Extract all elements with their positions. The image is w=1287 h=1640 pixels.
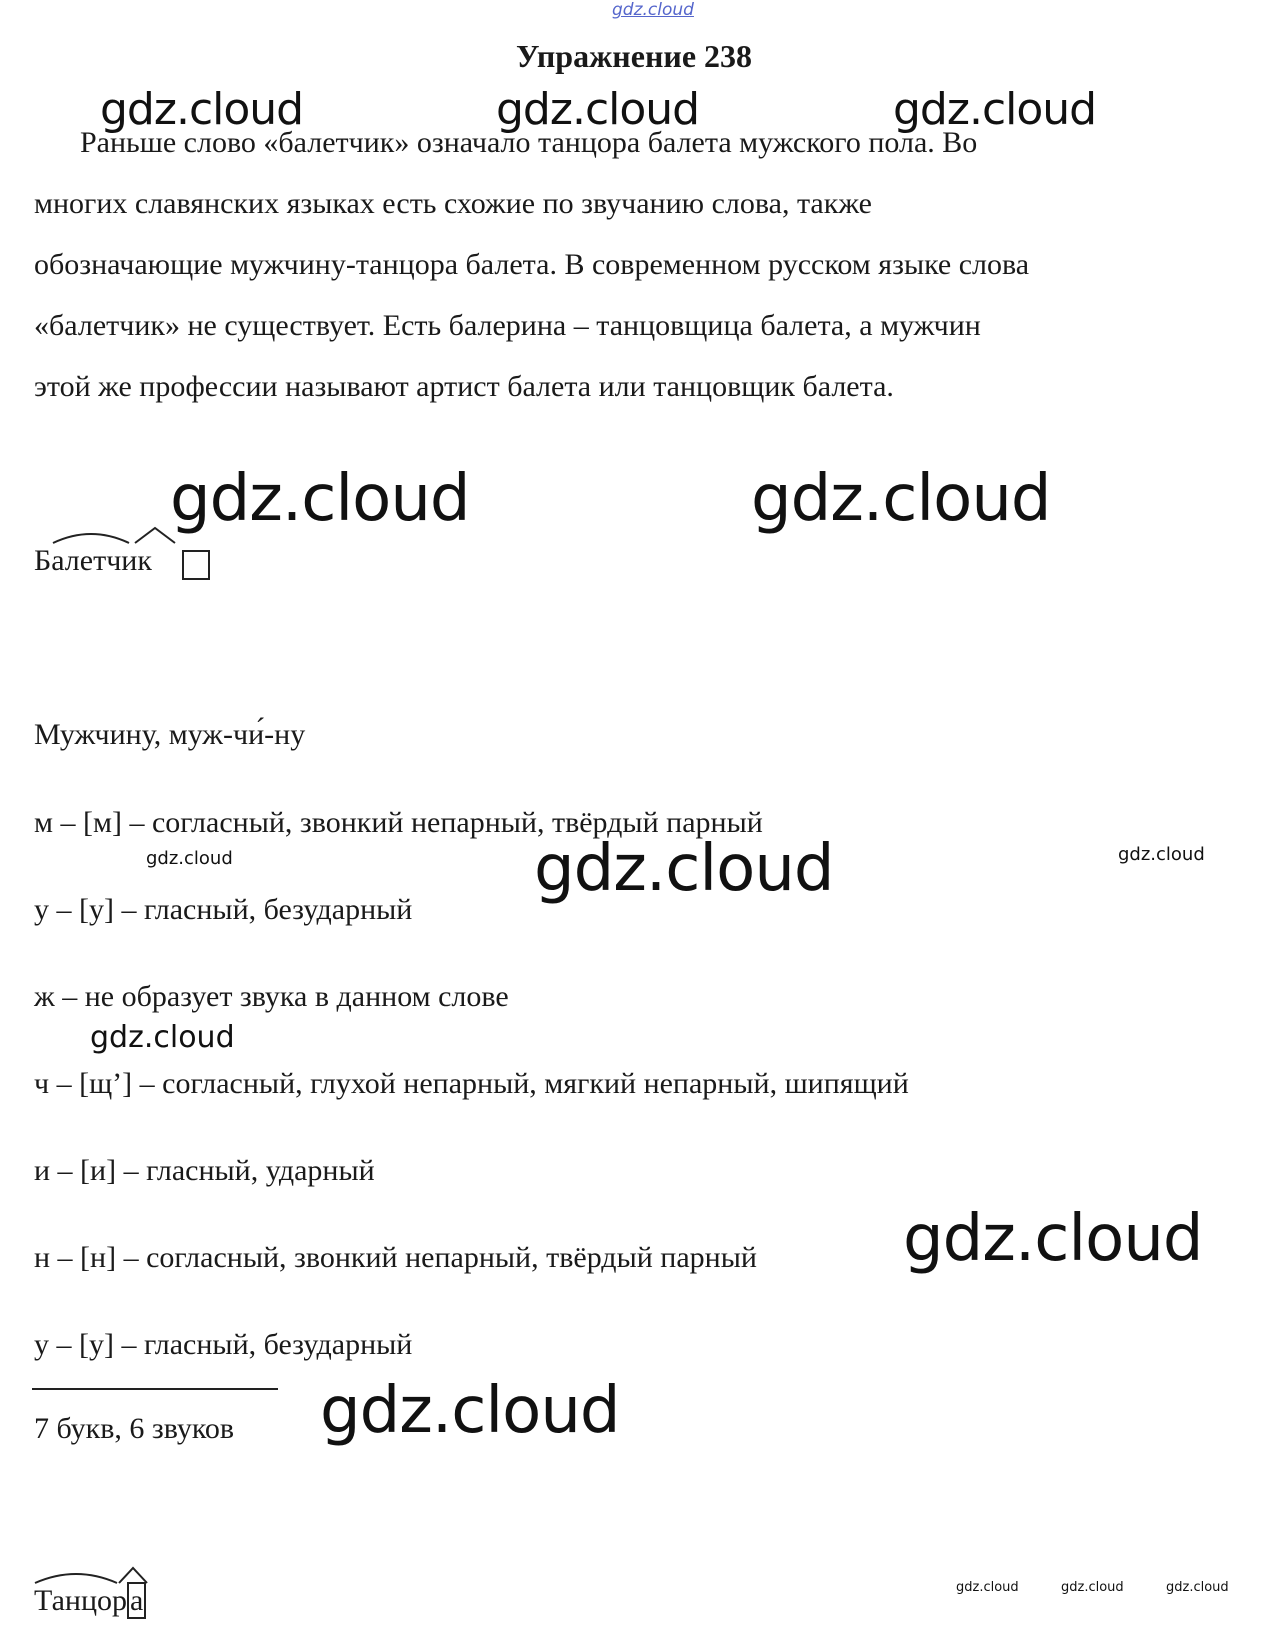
phonetic-row: н – [н] – согласный, звонкий непарный, твёрдый парный bbox=[34, 1241, 757, 1274]
phonetic-row: и – [и] – гласный, ударный bbox=[34, 1154, 375, 1187]
paragraph-line: этой же профессии называют артист балета или танцовщик балета. bbox=[34, 370, 894, 403]
paragraph-line: «балетчик» не существует. Есть балерина – танцовщица балета, а мужчин bbox=[34, 309, 981, 342]
watermark: gdz.cloud bbox=[146, 848, 233, 869]
watermark: gdz.cloud bbox=[1166, 1580, 1229, 1595]
watermark: gdz.cloud bbox=[903, 1202, 1203, 1276]
watermark: gdz.cloud bbox=[90, 1020, 235, 1055]
watermark-top: gdz.cloud bbox=[612, 0, 694, 20]
paragraph-line: Раньше слово «балетчик» означало танцора балета мужского пола. Во bbox=[80, 126, 978, 159]
phonetic-row: ч – [щ’] – согласный, глухой непарный, мягкий непарный, шипящий bbox=[34, 1067, 909, 1100]
null-ending-box bbox=[182, 550, 210, 580]
phonetic-row: м – [м] – согласный, звонкий непарный, твёрдый парный bbox=[34, 806, 763, 839]
summary-divider bbox=[32, 1388, 278, 1390]
watermark: gdz.cloud bbox=[956, 1580, 1019, 1595]
watermark: gdz.cloud bbox=[100, 84, 304, 135]
phonetic-heading: Мужчину, муж-чи́-ну bbox=[34, 718, 306, 751]
watermark: gdz.cloud bbox=[751, 462, 1051, 536]
paragraph-line: обозначающие мужчину-танцора балета. В современном русском языке слова bbox=[34, 248, 1030, 281]
root-arc bbox=[52, 528, 130, 544]
root-arc bbox=[34, 1568, 118, 1584]
suffix-mark bbox=[134, 526, 176, 544]
phonetic-summary: 7 букв, 6 звуков bbox=[34, 1412, 235, 1445]
watermark: gdz.cloud bbox=[893, 84, 1097, 135]
watermark: gdz.cloud bbox=[496, 84, 700, 135]
paragraph-line: многих славянских языках есть схожие по звучанию слова, также bbox=[34, 187, 872, 220]
word-stem: Танцор bbox=[34, 1584, 128, 1617]
watermark: gdz.cloud bbox=[170, 462, 470, 536]
watermark: gdz.cloud bbox=[1118, 844, 1205, 865]
phonetic-row: ж – не образует звука в данном слове bbox=[34, 980, 509, 1013]
watermark: gdz.cloud bbox=[320, 1374, 620, 1448]
watermark: gdz.cloud bbox=[1061, 1580, 1124, 1595]
watermark: gdz.cloud bbox=[534, 832, 834, 906]
phonetic-row: у – [у] – гласный, безударный bbox=[34, 893, 413, 926]
morpheme-word: Балетчик bbox=[34, 544, 152, 577]
morpheme-word bbox=[34, 1584, 146, 1618]
phonetic-row: у – [у] – гласный, безударный bbox=[34, 1328, 413, 1361]
ending-box: а bbox=[127, 1582, 146, 1619]
page-title: Упражнение 238 bbox=[516, 38, 753, 74]
